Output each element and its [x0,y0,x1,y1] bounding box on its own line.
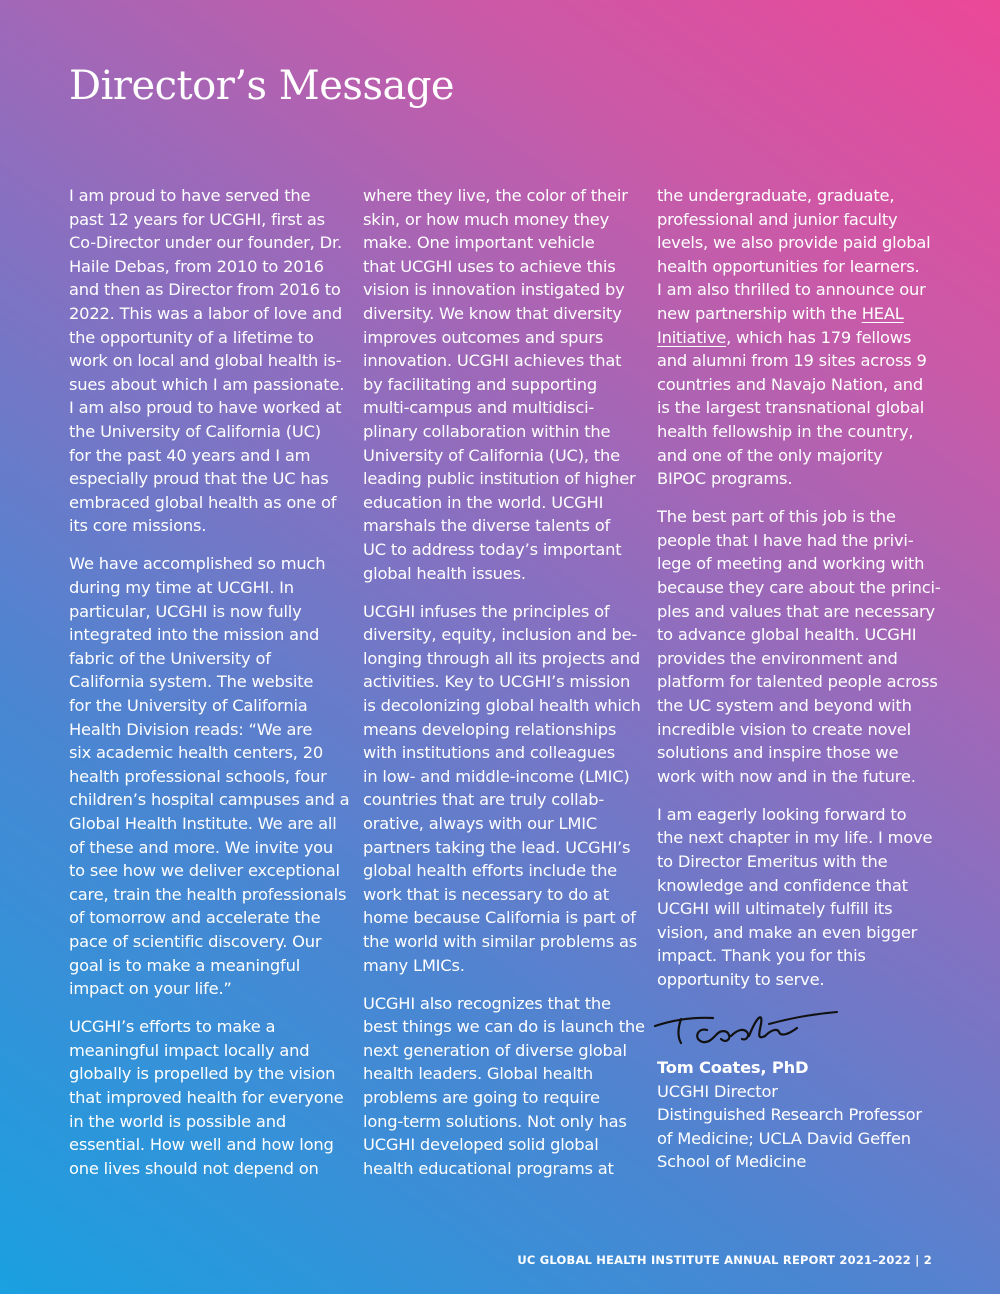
text-line [657,302,935,326]
text-line: of tomorrow and accelerate the [69,908,321,928]
text-fragment: new partnership with the [657,303,862,323]
text-line: plinary collaboration within the [363,421,611,441]
text-line: is the largest transnational global [657,398,925,418]
text-line: many LMICs. [363,955,465,975]
text-line: health opportunities for learners. [657,256,920,276]
text-line: UCGHI developed solid global [363,1135,599,1155]
text-line: opportunity to serve. [657,970,825,989]
text-line: marshals the diverse talents of [363,516,611,536]
text-line: UCGHI will ultimately fulfill its [657,899,893,919]
text-line: pace of scientific discovery. Our [69,931,322,951]
text-line: solutions and inspire those we [657,743,899,763]
paragraph [363,184,641,585]
text-line: professional and junior faculty [657,209,898,229]
paragraph [657,505,941,788]
text-line: UCGHI infuses the principles of [363,601,610,621]
text-line: longing through all its projects and [363,648,640,668]
text-line: and one of the only majority [657,445,883,465]
text-line: I am eagerly looking forward to [657,804,907,824]
text-line: improves outcomes and spurs [363,327,604,347]
text-line: its core missions. [69,516,207,536]
text-line: California system. The website [69,672,314,692]
paragraph [69,1015,347,1180]
paragraph [657,803,935,992]
text-line: health leaders. Global health [363,1064,593,1084]
text-line: essential. How well and how long [69,1135,334,1155]
text-line: that UCGHI uses to achieve this [363,256,616,276]
text-line: global health issues. [363,563,526,583]
page-title: Director’s Message [69,63,455,109]
text-line: work on local and global health is- [69,351,342,371]
text-line: to advance global health. UCGHI [657,625,917,645]
text-line: fabric of the University of [69,648,271,668]
text-line: countries and Navajo Nation, and [657,374,923,394]
text-line: innovation. UCGHI achieves that [363,351,622,371]
text-line: during my time at UCGHI. In [69,578,294,597]
text-line: where they live, the color of their [363,186,628,205]
text-column-1 [69,184,350,1195]
paragraph [69,184,347,538]
handwritten-signature [651,1006,841,1050]
text-line: ples and values that are necessary [657,601,935,621]
text-line: incredible vision to create novel [657,719,911,739]
text-line: make. One important vehicle [363,233,595,253]
text-line: education in the world. UCGHI [363,492,604,512]
paragraph [69,552,350,1000]
text-line: people that I have had the privi- [657,530,914,550]
text-line: best things we can do is launch the [363,1017,645,1037]
text-column-2 [363,184,645,1195]
text-line: is decolonizing global health which [363,695,641,715]
text-line: Health Division reads: “We are [69,719,313,739]
text-line: diversity, equity, inclusion and be- [363,625,638,645]
text-line: home because California is part of [363,908,636,928]
text-line: The best part of this job is the [657,507,896,527]
text-line: health fellowship in the country, [657,421,914,441]
signer-title-line: School of Medicine [657,1152,807,1172]
paragraph [363,992,645,1181]
text-line: We have accomplished so much [69,554,326,574]
text-line: activities. Key to UCGHI’s mission [363,672,631,692]
text-line: past 12 years for UCGHI, first as [69,209,325,229]
text-line: means developing relationships [363,719,617,739]
text-line: because they care about the princi- [657,578,941,597]
text-line: next generation of diverse global [363,1040,627,1060]
text-line: to Director Emeritus with the [657,852,888,872]
text-line: global health efforts include the [363,861,618,881]
paragraph [657,184,935,491]
text-line: with institutions and colleagues [363,743,616,763]
text-line: University of California (UC), the [363,445,620,465]
text-line: partners taking the lead. UCGHI’s [363,837,631,857]
text-line: of these and more. We invite you [69,837,334,857]
text-line: the University of California (UC) [69,421,321,441]
text-line: by facilitating and supporting [363,374,597,394]
text-line: and alumni from 19 sites across 9 [657,351,927,371]
text-line: the world with similar problems as [363,931,638,951]
text-line [657,326,935,350]
text-line: in the world is possible and [69,1111,286,1131]
text-line: I am also thrilled to announce our [657,280,926,300]
text-line: globally is propelled by the vision [69,1064,336,1084]
text-line: for the past 40 years and I am [69,445,311,465]
text-line: problems are going to require [363,1087,600,1107]
text-line: vision is innovation instigated by [363,280,625,300]
text-line: provides the environment and [657,648,898,668]
text-line: levels, we also provide paid global [657,233,931,253]
text-line: 2022. This was a labor of love and [69,303,343,323]
page-footer: UC GLOBAL HEALTH INSTITUTE ANNUAL REPORT 2021–2022 | 2 [517,1253,932,1267]
text-line: meaningful impact locally and [69,1040,310,1060]
text-line: the opportunity of a lifetime to [69,327,314,347]
text-line: skin, or how much money they [363,209,610,229]
text-line: BIPOC programs. [657,469,793,489]
text-line: knowledge and confidence that [657,875,908,895]
heal-initiative-link[interactable]: HEAL [861,303,904,323]
text-line: health educational programs at [363,1158,614,1178]
text-line: and then as Director from 2016 to [69,280,341,300]
signer-title-line: UCGHI Director [657,1081,778,1101]
signer-name: Tom Coates, PhD [657,1058,809,1078]
text-line: to see how we deliver exceptional [69,861,340,881]
text-line: health professional schools, four [69,766,327,786]
text-line: especially proud that the UC has [69,469,329,489]
text-line: orative, always with our LMIC [363,813,597,833]
text-fragment: , which has 179 fellows [726,327,912,347]
signer-title-line: of Medicine; UCLA David Geffen [657,1128,911,1148]
text-line: countries that are truly collab- [363,790,605,810]
text-line: impact. Thank you for this [657,946,866,966]
text-line: platform for talented people across [657,672,938,692]
text-line: vision, and make an even bigger [657,922,918,942]
text-line: for the University of California [69,695,308,715]
text-line: the next chapter in my life. I move [657,828,933,848]
text-line: I am also proud to have worked at [69,398,342,418]
text-line: multi-campus and multidisci- [363,398,595,418]
text-column-3 [657,184,941,1174]
text-line: sues about which I am passionate. [69,374,345,394]
text-line: diversity. We know that diversity [363,303,622,323]
text-line: UCGHI also recognizes that the [363,993,611,1013]
text-line: in low- and middle-income (LMIC) [363,766,630,786]
text-line: lege of meeting and working with [657,554,925,574]
text-line: care, train the health professionals [69,884,347,904]
text-line: work that is necessary to do at [363,884,609,904]
text-line: Global Health Institute. We are all [69,813,337,833]
paragraph [363,600,641,978]
text-line: work with now and in the future. [657,766,916,786]
text-line: goal is to make a meaningful [69,955,301,975]
text-line: embraced global health as one of [69,492,337,512]
heal-initiative-link[interactable]: Initiative [657,327,727,347]
text-line: that improved health for everyone [69,1087,344,1107]
signer-title-line: Distinguished Research Professor [657,1105,922,1125]
text-line: the UC system and beyond with [657,695,912,715]
text-line: particular, UCGHI is now fully [69,601,302,621]
text-line: six academic health centers, 20 [69,743,324,763]
text-line: UCGHI’s efforts to make a [69,1017,276,1037]
text-line: Haile Debas, from 2010 to 2016 [69,256,324,276]
text-line: the undergraduate, graduate, [657,186,895,205]
text-line: integrated into the mission and [69,625,320,645]
text-line: leading public institution of higher [363,469,636,489]
text-line: children’s hospital campuses and a [69,790,350,810]
text-line: one lives should not depend on [69,1158,319,1178]
signature-block [657,1056,935,1174]
text-line: Co-Director under our founder, Dr. [69,233,342,253]
text-line: impact on your life.” [69,979,232,999]
text-line: UC to address today’s important [363,539,622,559]
text-line: long-term solutions. Not only has [363,1111,627,1131]
text-line: I am proud to have served the [69,186,311,205]
